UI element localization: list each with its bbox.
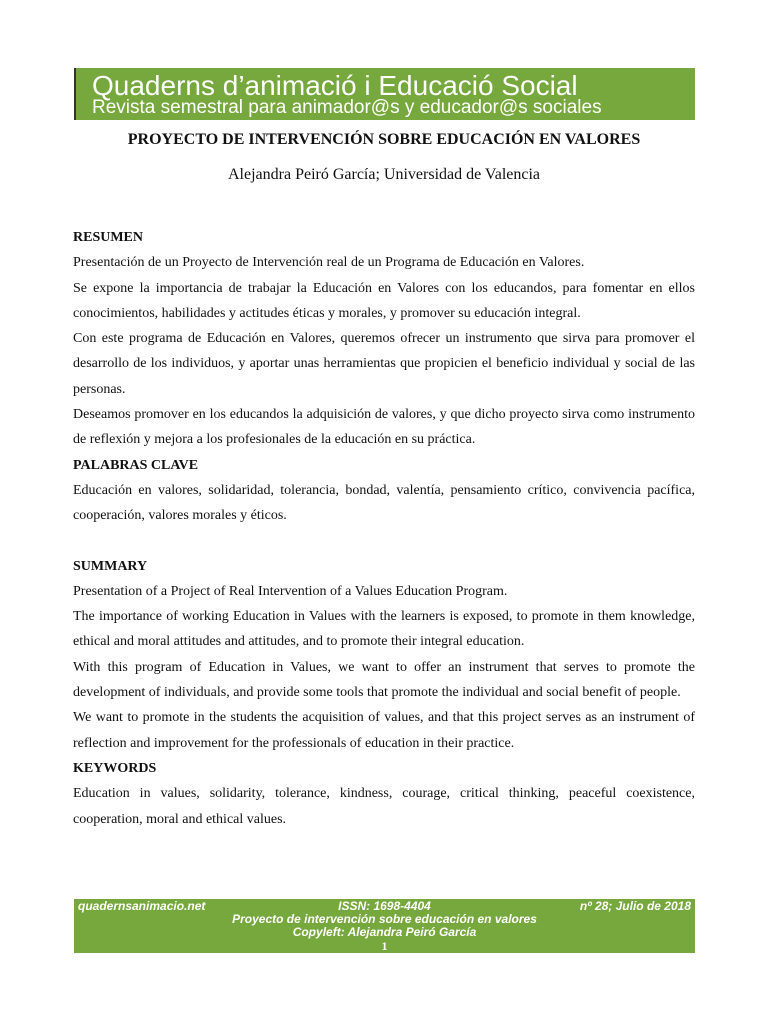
footer-website: quadernsanimacio.net <box>78 899 206 913</box>
section-spacer <box>73 529 695 554</box>
resumen-paragraph: Deseamos promover en los educandos la adquisición de valores, y que dicho proyecto sirva como instrumento de reflexión y mejora a los profesionales de la educación en su práctica. <box>73 407 695 448</box>
footer-issue: nº 28; Julio de 2018 <box>579 899 691 913</box>
summary-paragraph: The importance of working Education in Values with the learners is exposed, to promote in them knowledge, ethical and moral attitudes and attitudes, and to promote their integral education. <box>73 609 695 650</box>
keywords-text: Education in values, solidarity, tolerance, kindness, courage, critical thinking, peaceful coexistence, cooperation, moral and ethical values. <box>73 786 695 827</box>
summary-paragraph: Presentation of a Project of Real Intervention of a Values Education Program. <box>73 583 508 599</box>
resumen-paragraph: Se expone la importancia de trabajar la Educación en Valores con los educandos, para fomentar en ellos conocimientos, habilidades y actitudes éticas y morales, y promover su educación integral. <box>73 280 695 321</box>
article-title: PROYECTO DE INTERVENCIÓN SOBRE EDUCACIÓN EN VALORES <box>127 131 641 148</box>
palabras-clave-heading: PALABRAS CLAVE <box>73 457 199 473</box>
summary-paragraph: We want to promote in the students the acquisition of values, and that this project serves as an instrument of reflection and improvement for the professionals of education in their practice. <box>73 710 695 751</box>
footer-issn: ISSN: 1698-4404 <box>338 899 431 913</box>
journal-title: Quaderns d’animació i Educació Social <box>92 70 578 101</box>
article-author: Alejandra Peiró García; Universidad de Valencia <box>227 166 541 183</box>
footer-top-row <box>78 899 691 913</box>
resumen-paragraph: Con este programa de Educación en Valores, queremos ofrecer un instrumento que sirva para promover el desarrollo de los individuos, y aportar unas herramientas que propicien el beneficio individual y social de las personas. <box>73 331 695 397</box>
resumen-paragraph: Presentación de un Proyecto de Intervención real de un Programa de Educación en Valores. <box>73 255 585 271</box>
resumen-heading: RESUMEN <box>73 230 144 245</box>
footer-copyleft: Copyleft: Alejandra Peiró García <box>292 925 477 939</box>
keywords-heading: KEYWORDS <box>73 760 157 776</box>
summary-paragraph: With this program of Education in Values, we want to offer an instrument that serves to promote the development of individuals, and provide some tools that promote the individual and social benefit of people. <box>73 659 695 701</box>
journal-subtitle: Revista semestral para animador@s y educador@s sociales <box>92 97 602 118</box>
summary-heading: SUMMARY <box>73 558 148 574</box>
page-footer <box>74 899 695 953</box>
palabras-clave-text: Educación en valores, solidaridad, tolerancia, bondad, valentía, pensamiento crítico, convivencia pacífica, cooperación, valores morales y éticos. <box>73 482 695 524</box>
journal-banner <box>74 68 695 120</box>
page-number: 1 <box>381 939 388 953</box>
article-body <box>73 225 695 832</box>
footer-article-title: Proyecto de intervención sobre educación en valores <box>232 912 537 926</box>
